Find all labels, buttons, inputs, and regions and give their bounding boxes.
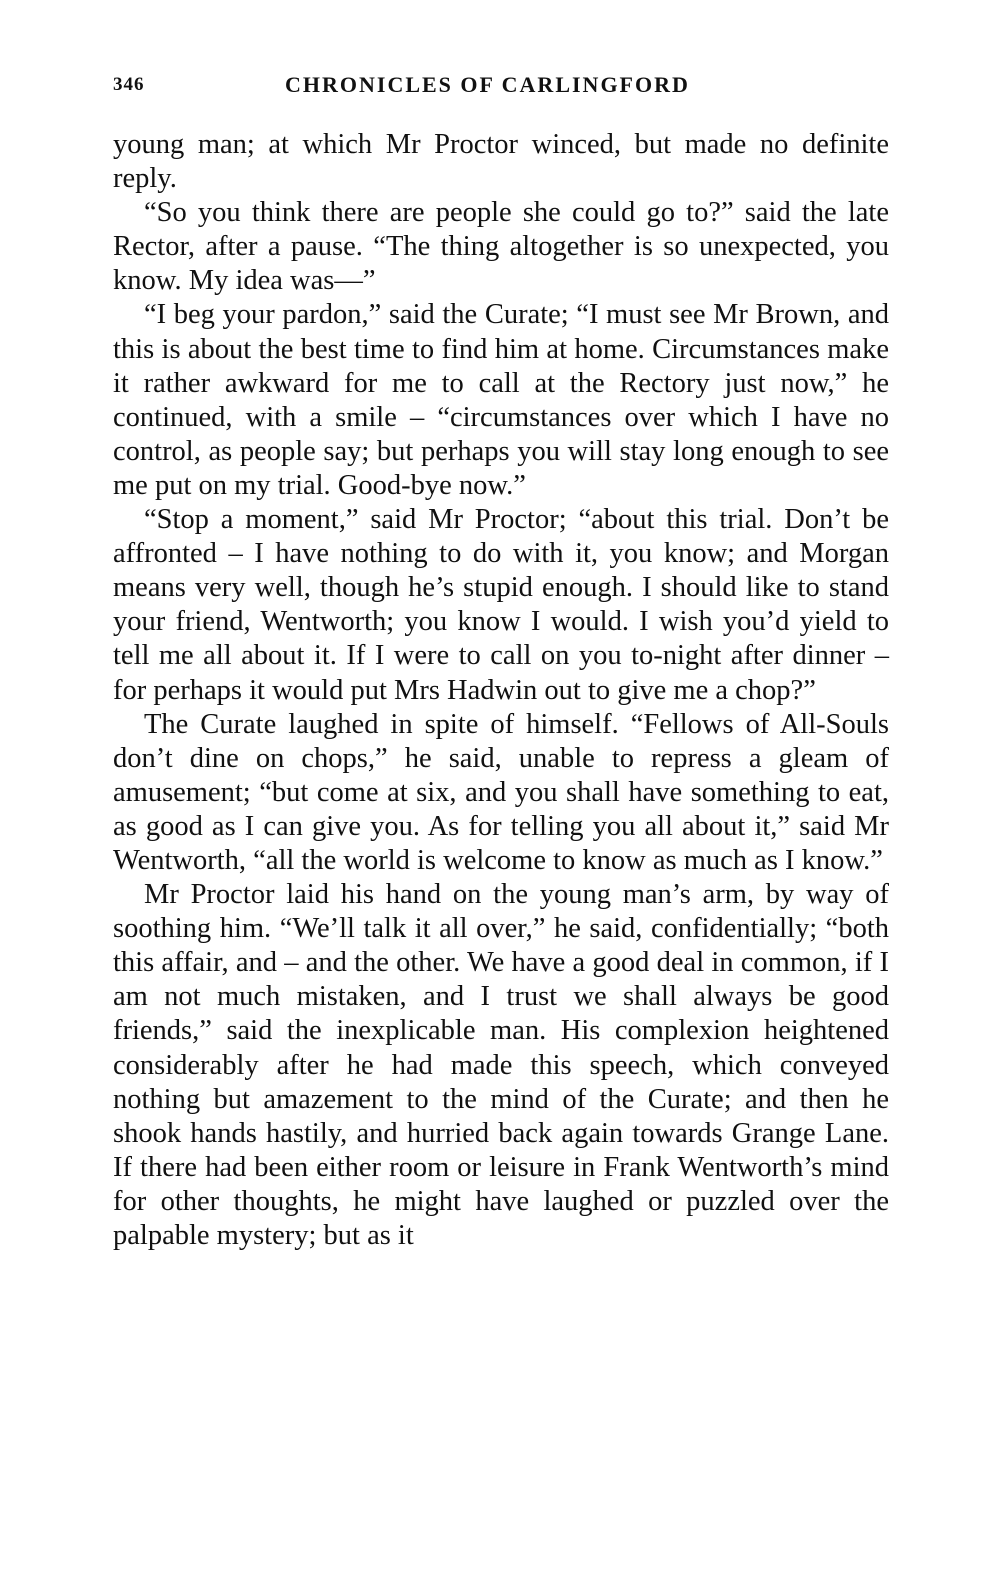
body-text [113, 128, 889, 1253]
book-page [113, 66, 889, 1253]
paragraph: “Stop a moment,” said Mr Proctor; “about this trial. Don’t be affronted – I have nothing to do with it, you know; and Morgan means very well, though he’s stupid enough. I should like to stand your friend, Wentworth; you know I would. I wish you’d yield to tell me all about it. If I were to call on you to-night after dinner – for perhaps it would put Mrs Hadwin out to give me a chop?” [113, 504, 889, 706]
paragraph-continued: young man; at which Mr Proctor winced, but made no definite reply. [113, 129, 889, 195]
page-number: 346 [113, 74, 145, 95]
paragraph: “I beg your pardon,” said the Curate; “I must see Mr Brown, and this is about the best time to find him at home. Circumstances make it rather awkward for me to call at the Rectory just now,” he continued, with a smile – “circumstances over which I have no control, as people say; but perhaps you will stay long enough to see me put on my trial. Good-bye now.” [113, 299, 889, 501]
paragraph: The Curate laughed in spite of himself. “Fellows of All-Souls don’t dine on chops,” he said, unable to repress a gleam of amusement; “but come at six, and you shall have something to eat, as good as I can give you. As for telling you all about it,” said Mr Wentworth, “all the world is welcome to know as much as I know.” [113, 708, 889, 876]
book-title: CHRONICLES OF CARLINGFORD [285, 72, 690, 97]
paragraph: Mr Proctor laid his hand on the young man’s arm, by way of soothing him. “We’ll talk it all over,” he said, confidentially; “both this affair, and – and the other. We have a good deal in common, if I am not much mistaken, and I trust we shall always be good friends,” said the inexplicable man. His complexion heightened considerably after he had made this speech, which conveyed nothing but amazement to the mind of the Curate; and then he shook hands hastily, and hurried back again towards Grange Lane. If there had been either room or leisure in Frank Wentworth’s mind for other thoughts, he might have laughed or puzzled over the palpable mystery; but as it [113, 879, 889, 1251]
paragraph: “So you think there are people she could go to?” said the late Rector, after a pause. “The thing altogether is so unexpected, you know. My idea was—” [113, 197, 889, 297]
running-head [113, 66, 889, 106]
